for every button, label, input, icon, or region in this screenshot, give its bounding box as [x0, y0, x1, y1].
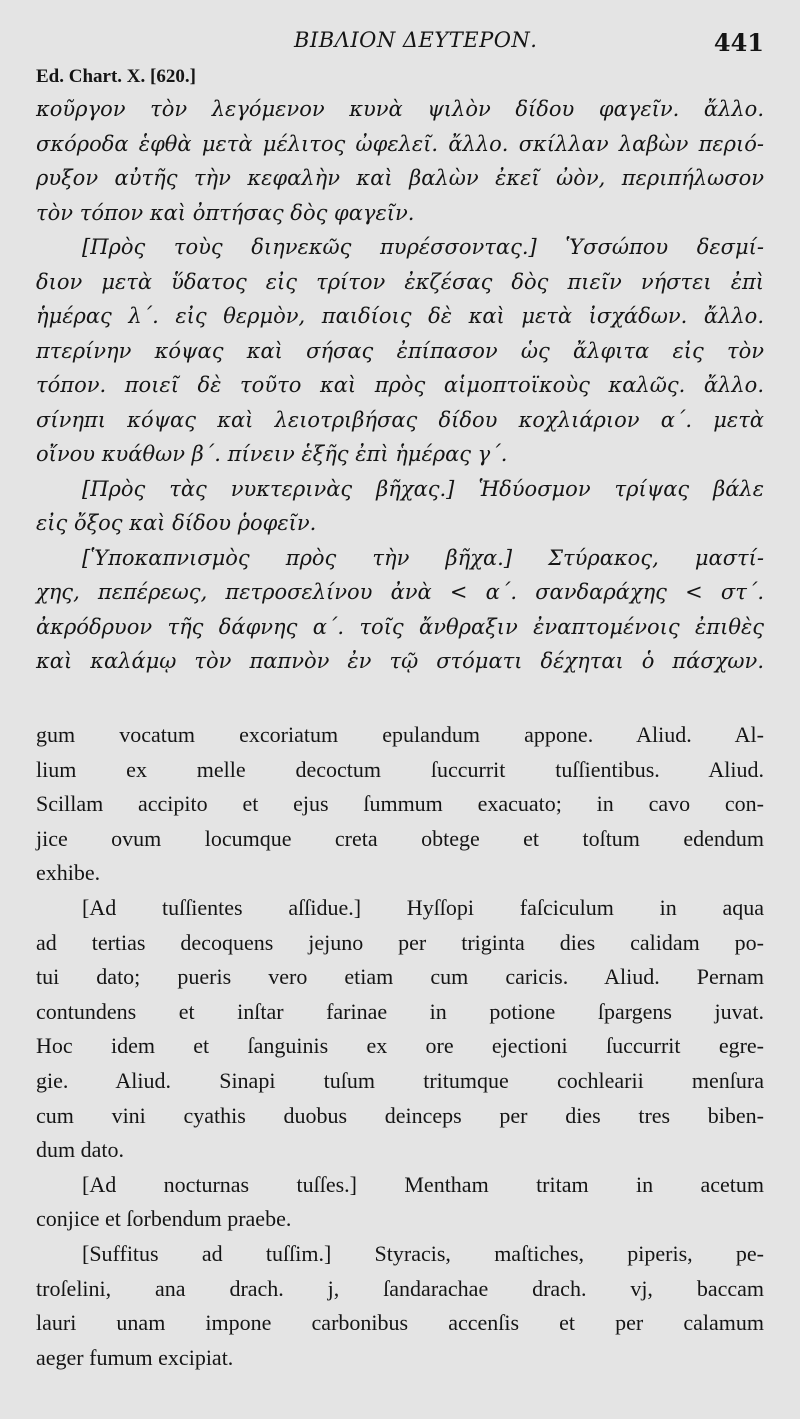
latin-line: exhibe.	[36, 860, 101, 886]
greek-line: [Πρὸς τοὺς διηνεκῶς πυρέσσοντας.] Ὑσσώπου δεσμί-	[82, 235, 764, 259]
page-number: 441	[713, 28, 764, 57]
latin-line: ad tertias decoquens jejuno per triginta dies calidam po-	[36, 929, 764, 955]
latin-line: contundens et inſtar farinae in potione ſpargens juvat.	[36, 998, 764, 1024]
latin-line: troſelini, ana drach. j, ſandarachae drach. vj, baccam	[36, 1275, 764, 1301]
greek-line: σκόροδα ἑφθὰ μετὰ μέλιτος ὠφελεῖ. ἄλλο. σκίλλαν λαβὼν περιό-	[36, 131, 764, 156]
greek-line: κοῦργον τὸν λεγόμενον κυνὰ ψιλὸν δίδου φαγεῖν. ἄλλο.	[36, 97, 764, 121]
edition-reference: Ed. Chart. X. [620.]	[36, 66, 196, 87]
greek-line: τόπον. ποιεῖ δὲ τοῦτο καὶ πρὸς αἱμοπτοϊκοὺς καλῶς. ἄλλο.	[36, 373, 764, 397]
greek-line: εἰς ὄξος καὶ δίδου ῥοφεῖν.	[36, 511, 317, 535]
greek-line: ρυξον αὐτῆς τὴν κεφαλὴν καὶ βαλὼν ἐκεῖ ὠὸν, περιπήλωσον	[36, 166, 764, 190]
greek-line: χης, πεπέρεως, πετροσελίνου ἀνὰ < α΄. σανδαράχης < στ΄.	[36, 580, 764, 604]
latin-line: [Ad tuſſientes aſſidue.] Hyſſopi faſciculum in aqua	[82, 894, 764, 920]
latin-line: conjice et ſorbendum praebe.	[36, 1206, 292, 1232]
latin-line: gum vocatum excoriatum epulandum appone. Aliud. Al-	[36, 722, 764, 747]
latin-line: [Suffitus ad tuſſim.] Styracis, maſtiches, piperis, pe-	[82, 1240, 764, 1266]
page-header	[36, 28, 764, 64]
latin-line: lium ex melle decoctum ſuccurrit tuſſientibus. Aliud.	[36, 756, 764, 782]
greek-line: [Ὑποκαπνισμὸς πρὸς τὴν βῆχα.] Στύρακος, μαστί-	[82, 545, 764, 570]
latin-line: jice ovum locumque creta obtege et toſtum edendum	[36, 825, 764, 851]
latin-line: Hoc idem et ſanguinis ex ore ejectioni ſuccurrit egre-	[36, 1033, 764, 1059]
greek-line: ἀκρόδρυον τῆς δάφνης α΄. τοῖς ἄνθραξιν ἐναπτομένοις ἐπιθὲς	[36, 614, 764, 639]
greek-line: καὶ καλάμῳ τὸν παπνὸν ἐν τῷ στόματι δέχηται ὁ πάσχων.	[36, 649, 764, 673]
greek-line: ἡμέρας λ΄. εἰς θερμὸν, παιδίοις δὲ καὶ μετὰ ἰσχάδων. ἄλλο.	[36, 304, 764, 328]
latin-line: cum vini cyathis duobus deinceps per dies tres biben-	[36, 1102, 764, 1128]
greek-line: [Πρὸς τὰς νυκτερινὰς βῆχας.] Ἡδύοσμον τρίψας βάλε	[82, 476, 764, 501]
greek-text-block	[36, 92, 764, 679]
greek-line: διον μετὰ ὕδατος εἰς τρίτον ἐκζέσας δὸς πιεῖν νήστει ἐπὶ	[36, 269, 764, 294]
running-title: ΒΙΒΛΙΟΝ ΔΕΥΤΕΡΟΝ.	[294, 28, 538, 52]
greek-line: τὸν τόπον καὶ ὀπτήσας δὸς φαγεῖν.	[36, 200, 415, 225]
latin-line: Scillam accipito et ejus ſummum exacuato; in cavo con-	[36, 791, 764, 817]
latin-line: dum dato.	[36, 1137, 124, 1163]
latin-line: [Ad nocturnas tuſſes.] Mentham tritam in acetum	[82, 1171, 764, 1197]
greek-line: οἴνου κυάθων β΄. πίνειν ἑξῆς ἐπὶ ἡμέρας γ΄.	[36, 442, 508, 466]
latin-line: lauri unam impone carbonibus accenſis et per calamum	[36, 1310, 764, 1336]
latin-line: gie. Aliud. Sinapi tuſum tritumque cochlearii menſura	[36, 1067, 764, 1093]
latin-text-block	[36, 718, 764, 1375]
latin-line: tui dato; pueris vero etiam cum caricis. Aliud. Pernam	[36, 964, 764, 990]
greek-line: σίνηπι κόψας καὶ λειοτριβήσας δίδου κοχλιάριον α΄. μετὰ	[36, 407, 764, 432]
latin-line: aeger fumum excipiat.	[36, 1344, 234, 1370]
greek-line: πτερίνην κόψας καὶ σήσας ἐπίπασον ὡς ἄλφιτα εἰς τὸν	[36, 338, 764, 363]
